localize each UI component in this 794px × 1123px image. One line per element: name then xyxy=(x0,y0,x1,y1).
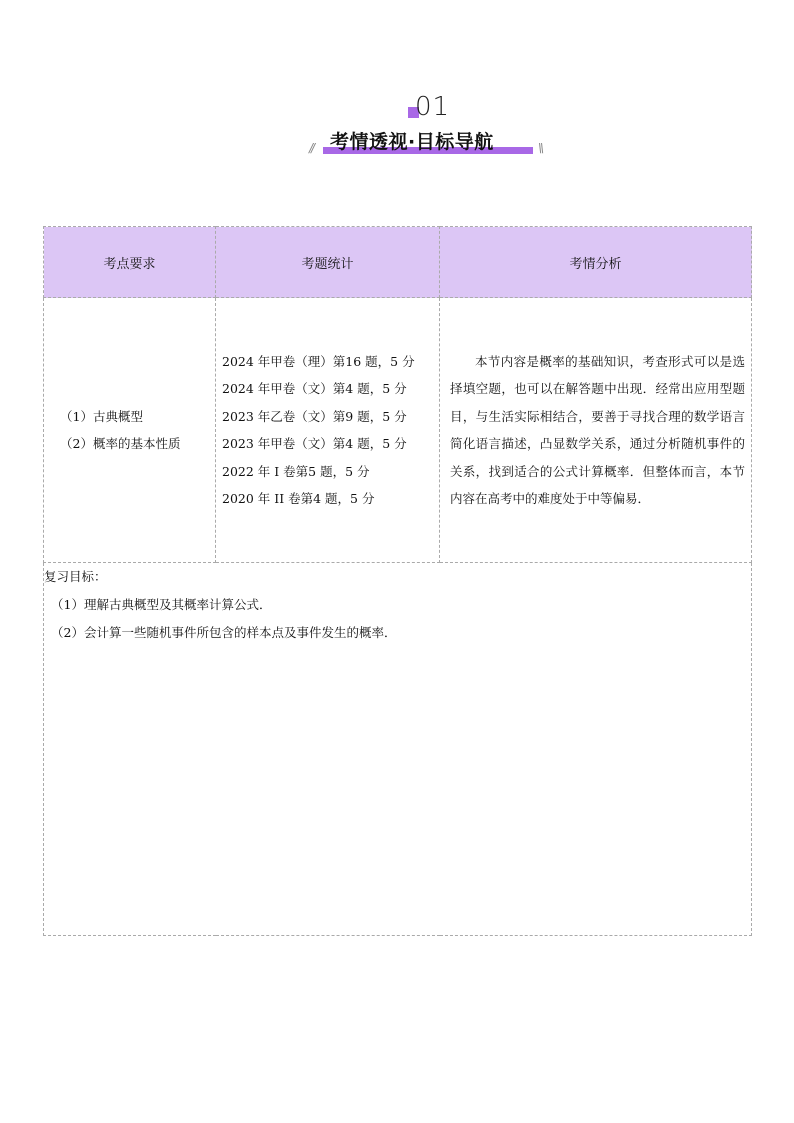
section-title-banner xyxy=(306,127,550,159)
section-title: 考情透视·目标导航 xyxy=(330,131,494,153)
statistic-item: 2024 年甲卷（理）第16 题，5 分 xyxy=(222,353,415,369)
header-requirements: 考点要求 xyxy=(44,227,216,298)
statistic-item: 2020 年 II 卷第4 题，5 分 xyxy=(222,491,375,506)
review-goals-heading: 复习目标： xyxy=(44,569,107,584)
right-slash-decoration: \\ xyxy=(538,141,543,155)
table-content-row xyxy=(44,298,752,563)
section-number-text: 01 xyxy=(415,92,451,122)
review-goal-item: （1）理解古典概型及其概率计算公式． xyxy=(51,597,272,612)
requirements-cell xyxy=(44,298,216,563)
header-analysis: 考情分析 xyxy=(440,227,752,298)
review-goals-row xyxy=(44,563,752,936)
review-goal-item: （2）会计算一些随机事件所包含的样本点及事件发生的概率． xyxy=(51,625,397,640)
requirement-item: （2）概率的基本性质 xyxy=(60,436,181,451)
left-slash-decoration: // xyxy=(309,141,314,155)
statistics-cell xyxy=(216,298,440,563)
analysis-cell xyxy=(440,298,752,563)
header-statistics: 考题统计 xyxy=(216,227,440,298)
review-goals-cell xyxy=(44,563,752,936)
statistic-item: 2023 年乙卷（文）第9 题，5 分 xyxy=(222,408,407,424)
statistic-item: 2024 年甲卷（文）第4 题，5 分 xyxy=(222,381,407,396)
table-header-row xyxy=(44,227,752,298)
requirement-item: （1）古典概型 xyxy=(60,409,143,424)
statistic-item: 2022 年 I 卷第5 题，5 分 xyxy=(222,463,370,479)
statistic-item: 2023 年甲卷（文）第4 题，5 分 xyxy=(222,436,407,451)
section-number xyxy=(405,94,465,124)
exam-analysis-table xyxy=(43,226,752,936)
analysis-text: 本节内容是概率的基础知识，考查形式可以是选择填空题，也可以在解答题中出现．经常出应用型题目，与生活实际相结合，要善于寻找合理的数学语言简化语言描述，凸显数学关系，通过分析随机事件的关系，找到适合的公式计算概率．但整体而言，本节内容在高考中的难度处于中等偏易． xyxy=(450,353,745,506)
